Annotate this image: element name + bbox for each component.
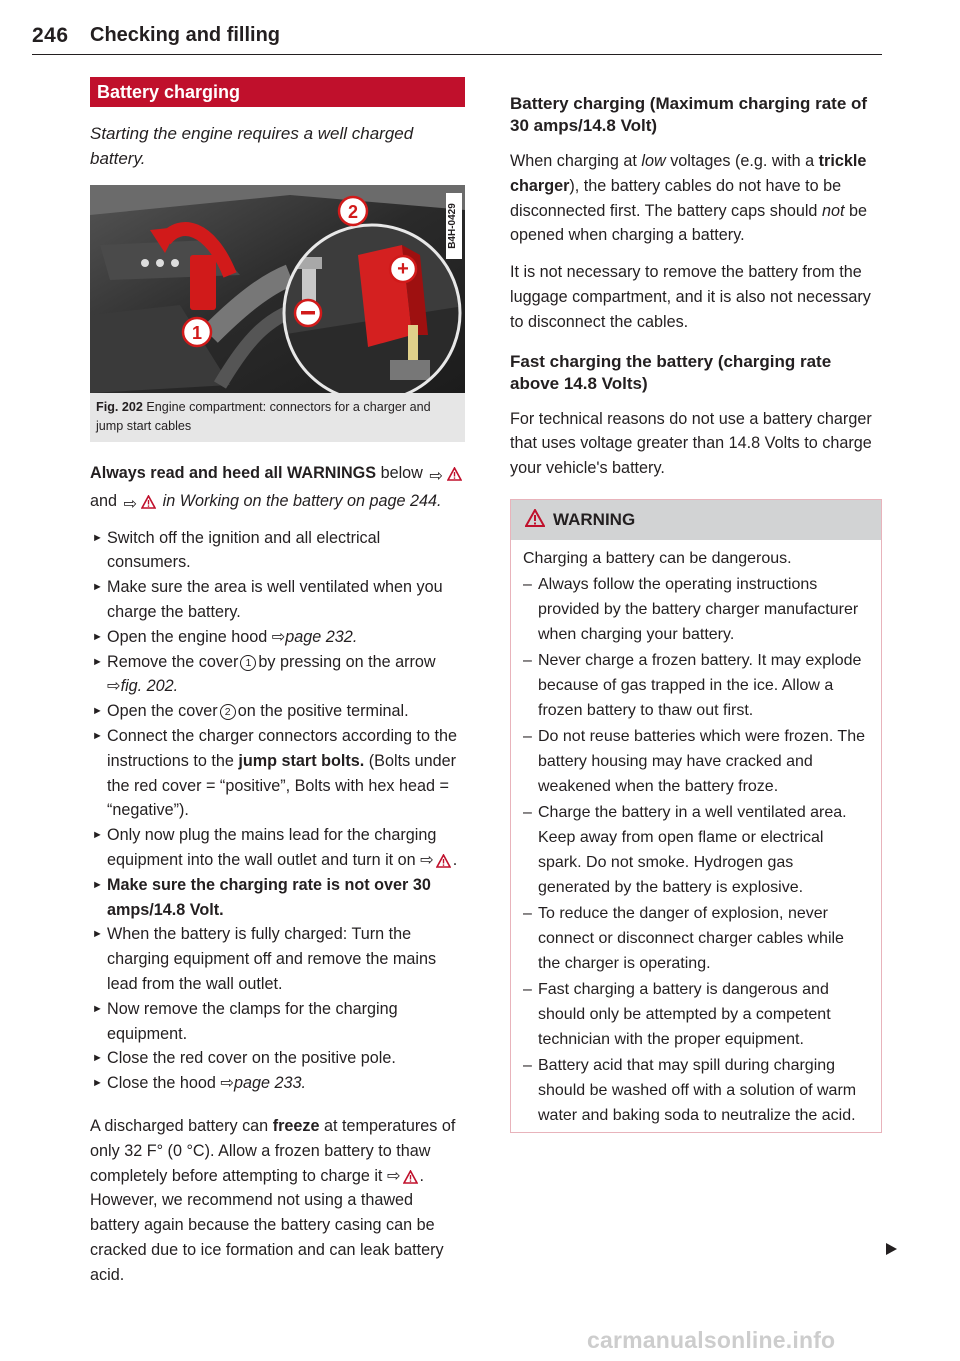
subheading-fast-charging: Fast charging the battery (charging rate above 14.8 Volts): [510, 351, 832, 393]
step-item: ► Open the engine hood ⇨page 232.: [92, 627, 358, 646]
warning-triangle-icon: [436, 854, 451, 868]
step-item: ► Switch off the ignition and all electrical consumers.: [92, 528, 381, 572]
left-column: [90, 77, 465, 1288]
warning-triangle-icon: [447, 467, 462, 481]
step-item: ► Remove the cover 1 by pressing on the arrow ⇨fig. 202.: [92, 652, 436, 696]
page-link[interactable]: page 233.: [233, 1074, 306, 1093]
chapter-title: Checking and filling: [90, 24, 281, 46]
reference-arrow-icon: ⇨: [107, 677, 121, 696]
engine-compartment-illustration: [90, 185, 465, 393]
page-link[interactable]: page 232.: [285, 627, 358, 646]
paragraph-luggage: It is not necessary to remove the battery from the luggage compartment, and it is also not necessary to disconnect the cables.: [510, 263, 871, 331]
continue-arrow-icon: [886, 1243, 897, 1255]
callout-number: 2: [220, 704, 236, 720]
warning-item: – Fast charging a battery is dangerous and should only be attempted by a competent technician with the proper equipment.: [523, 980, 831, 1048]
warning-item: – Battery acid that may spill during charging should be washed off with a solution of warm water and baking soda to neutralize the acid.: [523, 1056, 857, 1124]
figure-link[interactable]: fig. 202.: [120, 677, 179, 696]
warning-item: – Never charge a frozen battery. It may explode because of gas trapped in the ice. Allow a frozen battery to thaw out first.: [523, 651, 862, 719]
svg-text:1: 1: [191, 323, 203, 343]
paragraph-fast-charging: For technical reasons do not use a battery charger that uses voltage greater than 14.8 Volts to charge your vehicle's battery.: [510, 409, 872, 478]
figure-label: Fig. 202: [96, 400, 143, 414]
page-number: 246: [32, 24, 69, 47]
reference-arrow-icon: ⇨: [220, 1074, 234, 1093]
reference-arrow-icon: ⇨: [386, 1166, 401, 1185]
paragraph-trickle: When charging at low voltages (e.g. with a trickle charger), the battery cables do not have to be disconnected first. The battery caps should not be opened when charging a battery.: [510, 152, 867, 245]
step-item: ► Make sure the area is well ventilated when you charge the battery.: [92, 578, 443, 621]
page-header: [32, 22, 882, 55]
step-item: ► Close the red cover on the positive pole.: [92, 1049, 396, 1068]
procedure-steps: [90, 526, 465, 1096]
reference-arrow-icon: ⇨: [271, 627, 286, 646]
reference-arrow-icon: ⇨: [420, 850, 434, 869]
warning-item: – Do not reuse batteries which were frozen. The battery housing may have cracked and weakened when the battery froze.: [523, 727, 865, 795]
svg-text:+: +: [397, 258, 409, 280]
warning-header: [511, 500, 881, 540]
freeze-paragraph: A discharged battery can freeze at temperatures of only 32 F° (0 °C). Allow a frozen battery to thaw completely before attempting to charge it ⇨ . However, we recommend not using a thawed battery again because the battery casing can be cracked due to ice formation and can leak battery acid.: [90, 1116, 456, 1284]
warning-item: – Charge the battery in a well ventilated area. Keep away from open flame or electrical spark. Do not smoke. Hydrogen gas generated by the battery is explosive.: [523, 803, 847, 896]
warning-triangle-icon: [403, 1170, 418, 1184]
step-item: ► Close the hood ⇨page 233.: [92, 1074, 306, 1093]
bolt-dot: [141, 259, 149, 267]
engine-figure: [90, 185, 465, 393]
figure-code: B4H-0429: [446, 193, 462, 259]
warning-triangle-icon: [525, 509, 545, 527]
right-column: [510, 77, 882, 1133]
warning-item: – Always follow the operating instructions provided by the battery charger manufacturer when charging your battery.: [523, 575, 859, 643]
warnings-reference: Always read and heed all WARNINGS below ⇨ and ⇨ in Working on the battery on page 244.: [90, 461, 465, 517]
step-item: ► When the battery is fully charged: Turn the charging equipment off and remove the mains lead from the wall outlet.: [92, 925, 437, 993]
warning-title: WARNING: [553, 509, 636, 529]
watermark: carmanualsonline.info: [587, 1327, 836, 1353]
figure-caption-text: Engine compartment: connectors for a charger and jump start cables: [96, 400, 431, 433]
step-item: ► Open the cover 2 on the positive terminal.: [92, 702, 409, 721]
step-item: ► Make sure the charging rate is not over 30 amps/14.8 Volt.: [92, 875, 431, 919]
callout-number: 1: [240, 655, 256, 671]
section-intro: Starting the engine requires a well charged battery.: [90, 124, 414, 168]
warning-item: – To reduce the danger of explosion, never connect or disconnect charger cables while the charger is operating.: [523, 904, 844, 972]
reference-arrow-icon: ⇨: [429, 467, 443, 485]
warning-list: [523, 572, 869, 1128]
bolt-dot: [171, 259, 179, 267]
reference-arrow-icon: ⇨: [123, 494, 138, 513]
figure-caption: [90, 393, 465, 442]
step-item: ► Connect the charger connectors according to the instructions to the jump start bolts. (Bolts under the red cover = “positive”, Bolts with hex head = “negative”).: [92, 726, 458, 820]
section-title: Battery charging: [90, 77, 465, 107]
step-item: ► Only now plug the mains lead for the charging equipment into the wall outlet and turn it on ⇨ .: [92, 826, 458, 869]
red-cover-small: [190, 255, 216, 310]
subheading-max-rate: Battery charging (Maximum charging rate of 30 amps/14.8 Volt): [510, 94, 868, 135]
step-item: ► Now remove the clamps for the charging equipment.: [92, 999, 398, 1043]
warning-triangle-icon: [141, 495, 156, 509]
bolt-dot: [156, 259, 164, 267]
warning-box: [510, 499, 882, 1133]
warning-intro: Charging a battery can be dangerous.: [523, 549, 792, 567]
warning-body: [511, 540, 881, 1132]
svg-text:2: 2: [347, 202, 359, 222]
